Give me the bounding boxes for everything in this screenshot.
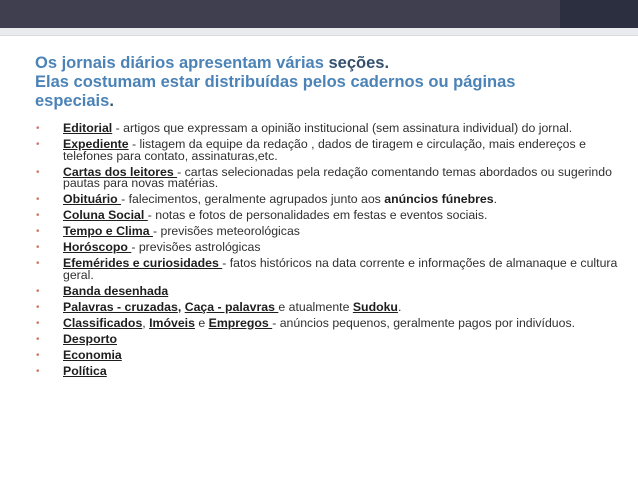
bullet-icon: • xyxy=(36,210,40,222)
list-item: • Efemérides e curiosidades - fatos históricos na data corrente e informações de almanaque e cultura geral. xyxy=(36,256,618,282)
bullet-icon: • xyxy=(36,242,40,254)
title-line-2: Elas costumam estar distribuídas pelos cadernos ou páginas xyxy=(35,73,516,91)
bullet-icon: • xyxy=(36,194,40,206)
list-item: • Expediente - listagem da equipe da redação , dados de tiragem e circulação, mais endereços e telefones para contato, assinaturas,etc. xyxy=(36,136,586,163)
list-item: • Banda desenhada xyxy=(36,283,169,298)
bullet-icon: • xyxy=(36,166,40,178)
sections-list xyxy=(35,123,625,382)
list-item: • Obituário - falecimentos, geralmente agrupados junto aos anúncios fúnebres. xyxy=(36,192,497,207)
bullet-icon: • xyxy=(36,317,40,329)
bullet-icon: • xyxy=(36,301,40,313)
bullet-icon: • xyxy=(36,226,40,238)
list-item: • Política xyxy=(36,363,107,378)
bullet-icon: • xyxy=(36,333,40,345)
list-item: • Desporto xyxy=(36,331,117,346)
list-item: • Tempo e Clima - previsões meteorológicas xyxy=(36,224,300,239)
slide-title xyxy=(35,54,615,111)
list-item: • Coluna Social - notas e fotos de personalidades em festas e eventos sociais. xyxy=(36,208,488,223)
top-accent-strip xyxy=(560,0,638,28)
bullet-icon: • xyxy=(36,349,40,361)
top-bar xyxy=(0,0,638,28)
list-item: • Cartas dos leitores - cartas selecionadas pela redação comentando temas abordados ou sugerindo pautas para novas matérias. xyxy=(36,164,612,191)
list-item: • Editorial - artigos que expressam a opinião institucional (sem assinatura individual) do jornal. xyxy=(36,121,573,135)
list-item: • Classificados, Imóveis e Empregos - anúncios pequenos, geralmente pagos por indivíduos. xyxy=(36,315,576,330)
title-line-1: Os jornais diários apresentam várias seções. xyxy=(35,54,390,72)
bullet-icon: • xyxy=(36,365,40,377)
list-item: • Horóscopo - previsões astrológicas xyxy=(36,240,261,255)
title-line-3: especiais. xyxy=(35,92,114,110)
bullet-icon: • xyxy=(36,285,40,297)
bullet-icon: • xyxy=(36,138,40,150)
header-divider xyxy=(0,28,638,36)
list-item: • Economia xyxy=(36,347,122,362)
list-item: • Palavras - cruzadas, Caça - palavras e atualmente Sudoku. xyxy=(36,299,402,314)
bullet-icon: • xyxy=(36,258,40,270)
bullet-icon: • xyxy=(36,123,40,134)
